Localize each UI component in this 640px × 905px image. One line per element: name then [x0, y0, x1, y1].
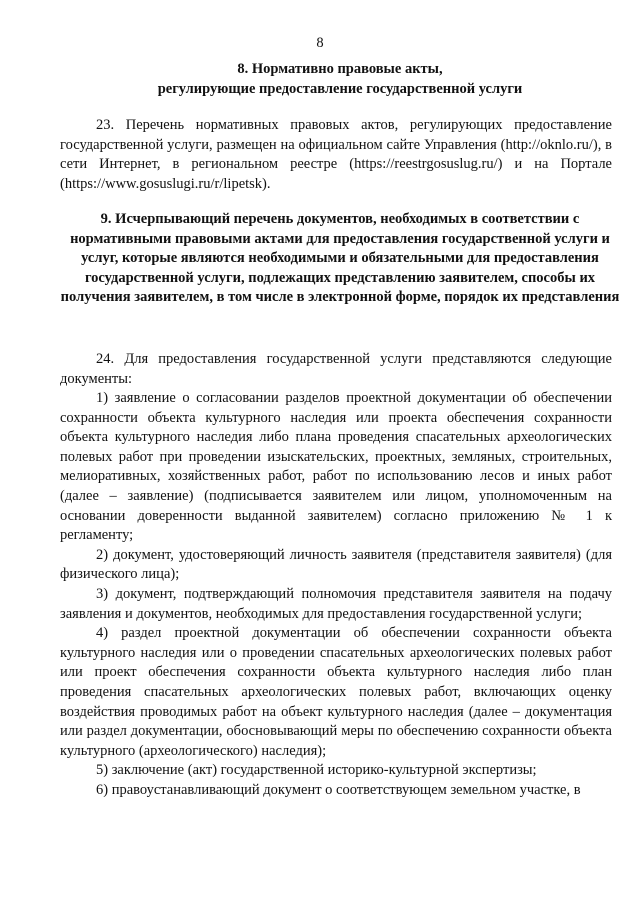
paragraph-24: 24. Для предоставления государственной услуги представляются следующие документы:	[60, 351, 612, 387]
page-number: 8	[316, 35, 324, 51]
section-9-heading: 9. Исчерпывающий перечень документов, необходимых в соответствии с нормативными правовыми актами для предоставления государственной услуги и услуг, которые являются необходимыми и обязательными для предоставления государственной услуги, подлежащих представлению заявителем, способы их получения заявителем, в том числе в электронной форме, порядок их представления	[60, 211, 620, 306]
section-8-heading-line-2: регулирующие предоставление государственной услуги	[157, 80, 523, 97]
list-item-2: 2) документ, удостоверяющий личность заявителя (представителя заявителя) (для физического лица);	[60, 546, 612, 583]
section-8-heading	[60, 60, 620, 99]
list-item-6: 6) правоустанавливающий документ о соответствующем земельном участке, в	[96, 781, 581, 798]
list-item-1: 1) заявление о согласовании разделов проектной документации об обеспечении сохранности объекта культурного наследия или проекта обеспечения сохранности объекта культурного наследия либо плана проведения спасательных археологических полевых работ при проведении изыскательских, проектных, земляных, строительных, мелиоративных, хозяйственных работ, работ по использованию лесов и иных работ (далее – заявление) (подписывается заявителем или лицом, уполномоченным на основании доверенности выданной заявителем) согласно приложению № 1 к регламенту;	[60, 390, 612, 544]
list-item-3: 3) документ, подтверждающий полномочия представителя заявителя на подачу заявления и документов, необходимых для предоставления государственной услуги;	[60, 585, 612, 622]
document-list	[60, 389, 612, 800]
list-item-5: 5) заключение (акт) государственной историко-культурной экспертизы;	[96, 762, 537, 779]
section-8-heading-line-1: 8. Нормативно правовые акты,	[237, 61, 443, 77]
list-item-4: 4) раздел проектной документации об обеспечении сохранности объекта культурного наследия или о проведении спасательных археологических полевых работ или проект обеспечения сохранности объекта культурного наследия либо план проведения спасательных археологических полевых работ, включающих оценку воздействия проводимых работ на объект культурного наследия (далее – документация или раздел документации, обосновывающий меры по обеспечению сохранности объекта культурного (археологического) наследия);	[60, 625, 612, 759]
paragraph-23: 23. Перечень нормативных правовых актов, регулирующих предоставление государственной услуги, размещен на официальном сайте Управления (http://oknlo.ru/), в сети Интернет, в региональном реестре (https://reestrgosuslug.ru/) и на Портале (https://www.gosuslugi.ru/r/lipetsk).	[60, 117, 612, 192]
